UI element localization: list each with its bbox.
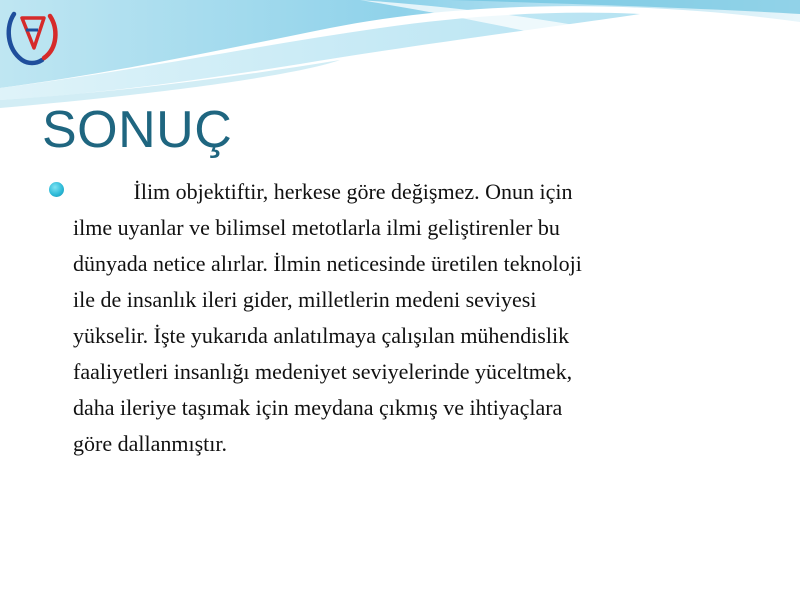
- slide-title: SONUÇ: [42, 101, 233, 159]
- slide-body-text: İlim objektiftir, herkese göre değişmez. Onun için ilme uyanlar ve bilimsel metotlarla ilmi geliştirenler bu dünyada netice alırlar. İlmin neticesinde üretilen teknoloji ile de insanlık ileri gider, milletlerin medeni seviyesi yükselir. İşte yukarıda anlatılmaya çalışılan mühendislik faaliyetleri insanlığı medeniyet seviyelerinde yüceltmek, daha ileriye taşımak için meydana çıkmış ve ihtiyaçlara göre dallanmıştır.: [73, 179, 582, 456]
- university-logo-icon: [4, 4, 60, 66]
- bullet-dot-icon: [49, 182, 64, 197]
- header-wave-decoration: [0, 0, 800, 110]
